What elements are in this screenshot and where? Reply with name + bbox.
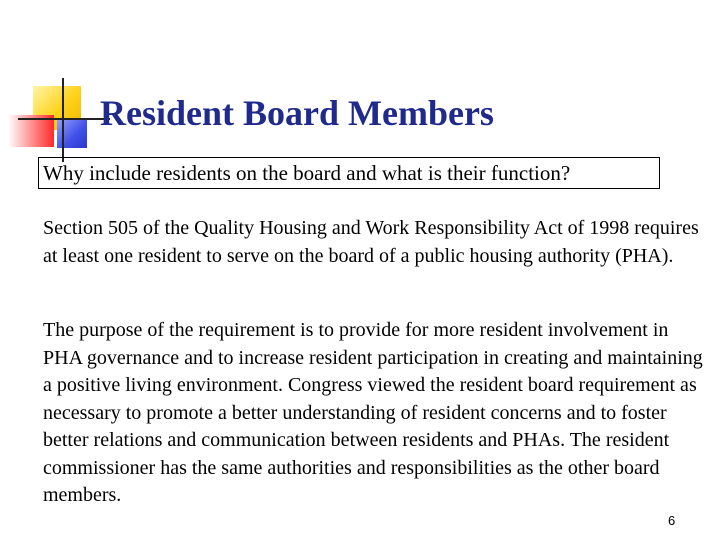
logo-vertical-line xyxy=(62,78,64,162)
question-box: Why include residents on the board and what is their function? xyxy=(38,157,660,189)
logo-horizontal-line xyxy=(18,118,110,120)
page-number: 6 xyxy=(668,513,676,528)
paragraph-section-505: Section 505 of the Quality Housing and Work Responsibility Act of 1998 requires at least one resident to serve on the board of a public housing authority (PHA). xyxy=(43,217,699,267)
paragraph-purpose: The purpose of the requirement is to provide for more resident involvement in PHA governance and to increase resident participation in creating and maintaining a positive living environment. Congress viewed the resident board requirement as necessary to promote a better understanding of resident concerns and to foster better relations and communication between residents and PHAs. The resident commissioner has the same authorities and responsibilities as the other board members. xyxy=(43,319,703,506)
slide-title: Resident Board Members xyxy=(100,93,494,133)
